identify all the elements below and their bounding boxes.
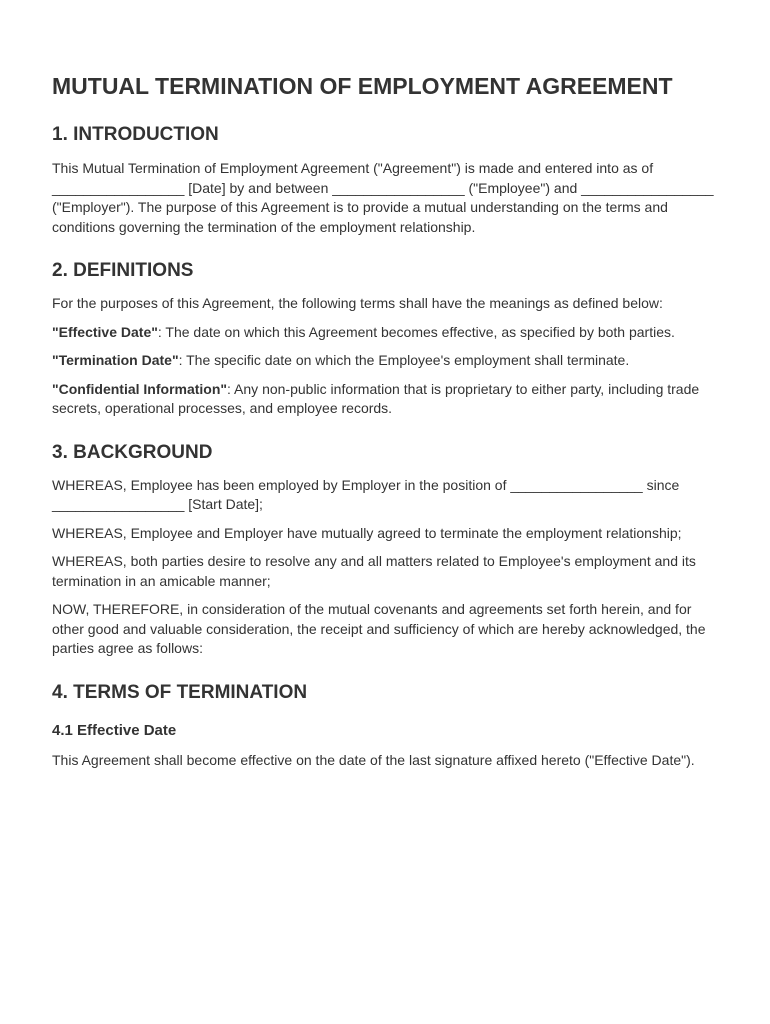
document-title: MUTUAL TERMINATION OF EMPLOYMENT AGREEMENT bbox=[52, 73, 673, 99]
background-paragraph: WHEREAS, Employee and Employer have mutually agreed to terminate the employment relationship; bbox=[52, 524, 682, 541]
definition-termination-date bbox=[52, 351, 724, 371]
definition-confidential-information bbox=[52, 380, 724, 419]
definitions-intro: For the purposes of this Agreement, the following terms shall have the meanings as defined below: bbox=[52, 295, 663, 311]
definition-effective-date bbox=[52, 323, 724, 343]
section-heading-terms-of-termination: 4. TERMS OF TERMINATION bbox=[52, 681, 308, 703]
background-paragraph: WHEREAS, Employee has been employed by Employer in the position of _________________ since _________________ [Start Date]; bbox=[52, 476, 680, 512]
background-paragraph: WHEREAS, both parties desire to resolve any and all matters related to Employee's employment and its termination in an amicable manner; bbox=[52, 553, 696, 589]
section-heading-introduction: 1. INTRODUCTION bbox=[52, 124, 219, 145]
definition-term: "Termination Date" bbox=[52, 352, 179, 368]
definition-text: : The date on which this Agreement becomes effective, as specified by both parties. bbox=[157, 323, 675, 340]
definition-term: "Effective Date" bbox=[52, 323, 158, 340]
section-heading-background: 3. BACKGROUND bbox=[52, 441, 213, 463]
definition-term: "Confidential Information" bbox=[52, 380, 228, 397]
effective-date-paragraph: This Agreement shall become effective on the date of the last signature affixed hereto ("Effective Date"). bbox=[52, 751, 695, 768]
subsection-heading-effective-date: 4.1 Effective Date bbox=[52, 721, 177, 739]
introduction-paragraph: This Mutual Termination of Employment Agreement ("Agreement") is made and entered into as of _________________ [Date] by and between _________________ ("Employee") and _________________ ("Employer"). The purpose of this Agreement is to provide a mutual understanding on the terms and conditions governing the termination of the employment relationship. bbox=[52, 160, 714, 235]
definition-text: : Any non-public information that is proprietary to either party, including trade secrets, operational processes, and employee records. bbox=[52, 380, 700, 416]
document-page bbox=[52, 70, 724, 770]
definition-text: : The specific date on which the Employee's employment shall terminate. bbox=[178, 352, 630, 368]
background-paragraph: NOW, THEREFORE, in consideration of the mutual covenants and agreements set forth herein, and for other good and valuable consideration, the receipt and sufficiency of which are hereby acknowledged, the parties agree as follows: bbox=[52, 601, 706, 656]
section-heading-definitions: 2. DEFINITIONS bbox=[52, 260, 194, 281]
